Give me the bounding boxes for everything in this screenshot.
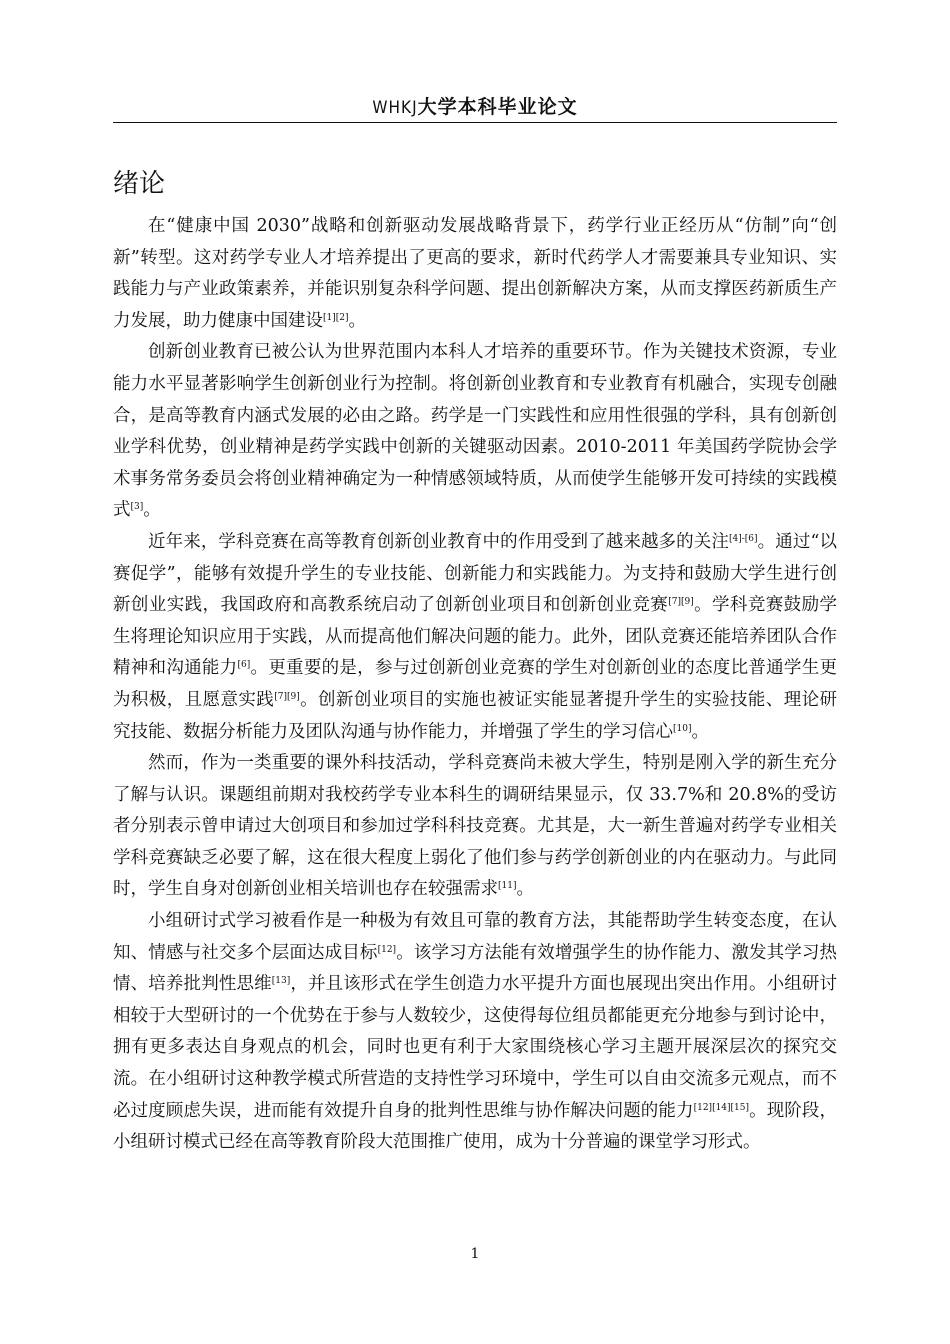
paragraph (113, 337, 837, 527)
citation-ref: [12] (377, 944, 397, 955)
header-school-code: WHKJ (372, 98, 418, 118)
paragraph-text: 小组研讨式学习被看作是一种极为有效且可靠的教育方法，其能帮助学生转变态度，在认知、情感与社交多个层面达成目标 (113, 911, 837, 963)
citation-ref: [10] (673, 723, 692, 734)
paragraph-text: 。 (143, 500, 161, 521)
paragraph-text: 然而，作为一类重要的课外科技活动，学科竞赛尚未被大学生，特别是刚入学的新生充分了解与认识。课题组前期对我校药学专业本科生的调研结果显示，仅 33.7%和 20.8%的受访者分别表示曾申请过大创项目和参加过学科科技竞赛。尤其是，大一新生普遍对药学专业相关学科竞赛缺乏必要了解，这在很大程度上弱化了他们参与药学创新创业的内在驱动力。与此同时，学生自身对创新创业相关培训也存在较强需求 (113, 753, 837, 900)
paragraph (113, 906, 837, 1159)
paragraph-text: 。 (348, 310, 366, 331)
paragraph-text: 近年来，学科竞赛在高等教育创新创业教育中的作用受到了越来越多的关注 (148, 531, 729, 552)
citation-ref: [11] (498, 881, 517, 892)
paragraph (113, 527, 837, 748)
paragraph-text: ，并且该形式在学生创造力水平提升方面也展现出突出作用。小组研讨相较于大型研讨的一个优势在于参与人数较少，这使得每位组员都能更充分地参与到讨论中，拥有更多表达自身观点的机会，同时也更有利于大家围绕核心学习主题开展深层次的探究交流。在小组研讨这种教学模式所营造的支持性学习环境中，学生可以自由交流多元观点，而不必过度顾虑失误，进而能有效提升自身的批判性思维与协作解决问题的能力 (113, 974, 838, 1121)
header-thesis-label: 大学本科毕业论文 (417, 96, 578, 118)
paragraph-text: 。通过“以赛促学”，能够有效提升学生的专业技能、创新能力和实践能力。为支持和鼓励大学生进行创新创业实践，我国政府和高教系统启动了创新创业项目和创新创业竞赛 (113, 531, 838, 616)
citation-ref: [7][9] (668, 597, 694, 608)
body-text (113, 211, 837, 1159)
running-header (113, 92, 837, 122)
header-rule (113, 122, 837, 123)
paragraph (113, 748, 837, 906)
page-number: 1 (470, 1246, 480, 1262)
paragraph-text: 。更重要的是，参与过创新创业竞赛的学生对创新创业的态度比普通学生更为积极，且愿意实践 (113, 658, 837, 710)
citation-ref: [7][9] (274, 691, 300, 702)
paragraph-text: 。 (516, 879, 534, 900)
citation-ref: [6] (237, 660, 251, 671)
citation-ref: [4]-[6] (728, 533, 758, 544)
citation-ref: [13] (271, 976, 291, 987)
citation-ref: [3] (130, 502, 144, 513)
paragraph-text: 。学科竞赛鼓励学生将理论知识应用于实践，从而提高他们解决问题的能力。此外，团队竞赛还能培养团队合作精神和沟通能力 (113, 595, 838, 679)
paragraph-text: 。创新创业项目的实施也被证实能显著提升学生的实验技能、理论研究技能、数据分析能力及团队沟通与协作能力，并增强了学生的学习信心 (113, 689, 838, 742)
paragraph-text: 在“健康中国 2030”战略和创新驱动发展战略背景下，药学行业正经历从“仿制”向“创新”转型。这对药学专业人才培养提出了更高的要求，新时代药学人才需要兼具专业知识、实践能力与产业政策素养，并能识别复杂科学问题、提出创新解决方案，从而支撑医药新质生产力发展，助力健康中国建设 (113, 216, 837, 331)
section-title: 绪论 (113, 169, 166, 199)
paragraph (113, 211, 837, 337)
paragraph-text: 。 (691, 721, 709, 742)
paragraph-text: 。现阶段，小组研讨模式已经在高等教育阶段大范围推广使用，成为十分普遍的课堂学习形式。 (113, 1100, 837, 1153)
citation-ref: [12][14][15] (693, 1102, 750, 1113)
citation-ref: [1][2] (323, 312, 349, 323)
paragraph-text: 。该学习方法能有效增强学生的协作能力、激发其学习热情、培养批判性思维 (113, 942, 838, 995)
paragraph-text: 创新创业教育已被公认为世界范围内本科人才培养的重要环节。作为关键技术资源，专业能力水平显著影响学生创新创业行为控制。将创新创业教育和专业教育有机融合，实现专创融合，是高等教育内涵式发展的必由之路。药学是一门实践性和应用性很强的学科，具有创新创业学科优势，创业精神是药学实践中创新的关键驱动因素。2010-2011 年美国药学院协会学术事务常务委员会将创业精神确定为一种情感领域特质，从而使学生能够开发可持续的实践模式 (113, 342, 837, 521)
